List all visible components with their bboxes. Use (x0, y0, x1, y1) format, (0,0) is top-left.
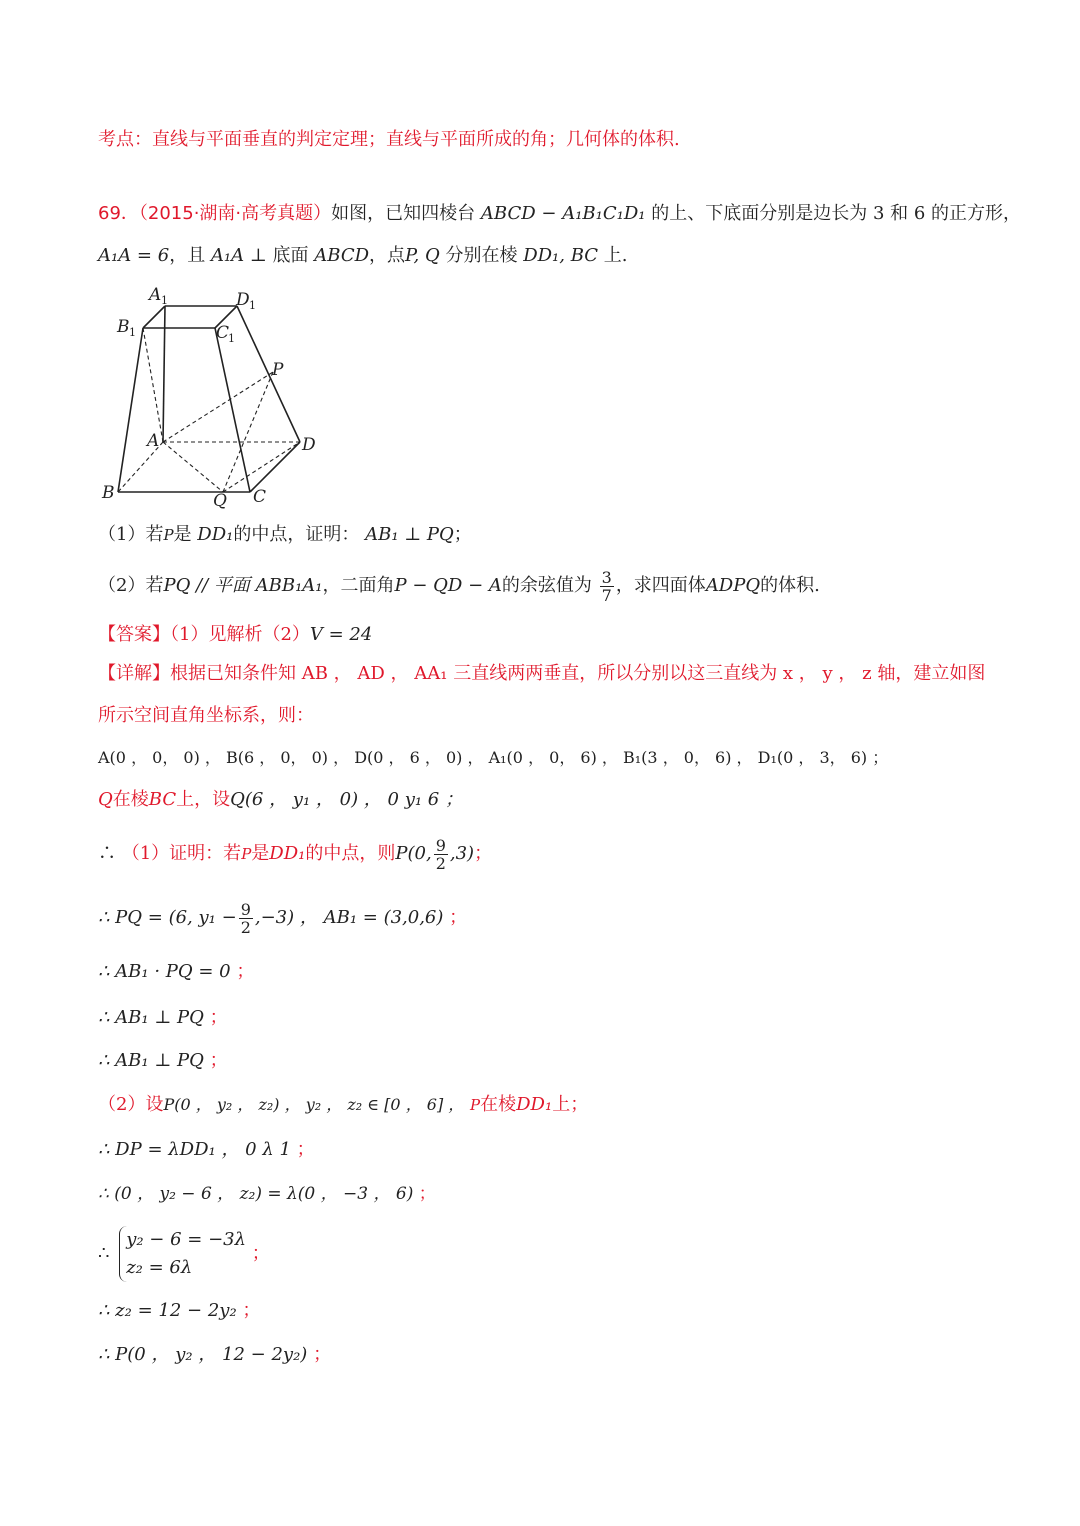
problem-number: 69． (98, 203, 139, 224)
s3-b: ； (296, 1139, 315, 1160)
s5-a: ∴ (98, 1243, 110, 1264)
label-P: P (272, 360, 284, 380)
s3-a: ∴ DP = λDD₁ ， 0 λ 1 (98, 1139, 291, 1160)
system-line (98, 1224, 270, 1284)
label-D1: D (236, 290, 250, 310)
problem-intro-b: 的上、下底面分别是边长为 3 和 6 的正方形， (651, 203, 1022, 224)
q1-f: AB₁ ⊥ PQ (365, 524, 454, 545)
q2-a: （2）若 (98, 575, 164, 596)
label-B1-sub: 1 (129, 326, 136, 339)
p3-b: ； (236, 961, 255, 982)
q-line-a: Q (98, 789, 113, 810)
part2-line (98, 1093, 588, 1117)
q2-e: P − QD − A (394, 575, 502, 596)
label-D: D (302, 435, 316, 455)
label-A1: A (149, 285, 162, 305)
p1-f: 的中点，则 (305, 843, 396, 864)
cond-h: 分别在棱 (445, 245, 518, 266)
p4-b: ； (209, 1007, 228, 1028)
p1-b: （1）证明：若 (121, 843, 242, 864)
answer-text-b: V = 24 (309, 624, 373, 645)
s7-a: ∴ P(0 ， y₂ ， 12 − 2y₂) (98, 1344, 308, 1365)
q-line-d: 上，设 (176, 789, 231, 810)
problem-intro-a: 如图，已知四棱台 (331, 203, 476, 224)
cos-fraction: $\frac{3}{7}$ (601, 567, 612, 605)
cond-c: A₁A ⊥ (210, 245, 267, 266)
s2-d: 在棱 (480, 1094, 517, 1115)
q2-g: ，求四面体 (615, 575, 706, 596)
question-1 (98, 523, 472, 547)
problem-line-2 (98, 244, 628, 268)
q1-g: ； (453, 524, 472, 545)
p2-c: ； (449, 907, 468, 928)
s2-c: P (470, 1096, 481, 1114)
proof-1 (98, 832, 492, 876)
proof-3 (98, 960, 254, 984)
proof-5 (98, 1049, 228, 1073)
q1-b: P (163, 526, 174, 544)
p5-b: ； (209, 1050, 228, 1071)
q1-c: 是 (173, 524, 192, 545)
q-line (98, 788, 463, 812)
label-D1-sub: 1 (249, 299, 256, 312)
s6-b: ； (242, 1300, 261, 1321)
p-coord-line (98, 1343, 331, 1367)
detail-line-1 (98, 662, 985, 686)
p1-g: P(0, (395, 843, 432, 864)
q-line-c: BC (148, 789, 177, 810)
cond-d: 底面 (272, 245, 309, 266)
kaodian-line: 考点：直线与平面垂直的判定定理；直线与平面所成的角；几何体的体积. (98, 129, 680, 150)
solid-name: ABCD − A₁B₁C₁D₁ (480, 203, 646, 224)
vector-line (98, 1182, 436, 1206)
p1-d: 是 (251, 843, 270, 864)
question-2 (98, 564, 820, 608)
answer-text-a: （1）见解析（2） (170, 624, 310, 645)
q1-a: （1）若 (98, 524, 164, 545)
proof-2 (98, 896, 467, 940)
p5-a: ∴ AB₁ ⊥ PQ (98, 1050, 204, 1071)
s4-a: ∴ (0 ， y₂ − 6 ， z₂) = λ(0 ， −3 ， 6) (98, 1184, 414, 1204)
s2-b: P(0 ， y₂ ， z₂) ， y₂ ， z₂ ∈ [0 ， 6] ， (163, 1095, 465, 1114)
z2-line (98, 1299, 260, 1323)
q-line-b: 在棱 (112, 789, 149, 810)
q2-f: 的余弦值为 (501, 575, 592, 596)
cond-i: DD₁, BC (523, 245, 599, 266)
cond-f: ，点 (369, 245, 406, 266)
p1-fraction: $\frac{9}{2}$ (435, 835, 446, 873)
label-Q: Q (213, 491, 227, 510)
label-C1-sub: 1 (228, 332, 235, 345)
s2-e: DD₁ (516, 1094, 553, 1115)
s4-b: ； (418, 1184, 436, 1204)
proof-4 (98, 1006, 228, 1030)
detail-tag: 【详解】 (98, 663, 170, 684)
q2-d: ，二面角 (322, 575, 395, 596)
p1-h: ,3) (449, 843, 475, 864)
dp-line (98, 1138, 315, 1162)
s7-b: ； (313, 1344, 332, 1365)
cond-a: A₁A = 6 (98, 245, 170, 266)
cond-e: ABCD (314, 245, 370, 266)
q1-e: 的中点，证明： (233, 524, 360, 545)
p2-a: ∴ PQ = (6, y₁ − (98, 907, 237, 928)
answer-line (98, 623, 372, 647)
label-C: C (253, 487, 267, 507)
s5-b: ； (251, 1243, 270, 1264)
equation-system: y₂ − 6 = −3λ z₂ = 6λ (119, 1226, 246, 1282)
q2-h: ADPQ (705, 575, 761, 596)
coords-line: A(0 ， 0， 0) ， B(6 ， 0， 0) ， D(0 ， 6 ， 0) ， A₁(0 ， 0， 6) ， B₁(3 ， 0， 6) ， D₁(0 ， 3， 6) ； (98, 748, 889, 767)
q2-b: PQ // 平面 (163, 575, 250, 596)
frustum-figure (95, 280, 335, 510)
solid-edges (118, 306, 300, 492)
detail-l1: 根据已知条件知 AB ， AD ， AA₁ 三直线两两垂直，所以分别以这三直线为 x ， y ， z 轴，建立如图 (170, 663, 986, 684)
cond-b: ，且 (169, 245, 206, 266)
q2-c: ABB₁A₁ (255, 575, 323, 596)
p1-i: ； (474, 843, 493, 864)
label-A: A (147, 431, 160, 451)
p2-fraction: $\frac{9}{2}$ (240, 899, 251, 937)
q2-i: 的体积. (760, 575, 820, 596)
q1-d: DD₁ (197, 524, 234, 545)
p3-a: ∴ AB₁ · PQ = 0 (98, 961, 231, 982)
p1-e: DD₁ (269, 843, 306, 864)
s2-f: 上； (552, 1094, 589, 1115)
p1-a: ∴ (98, 843, 116, 864)
p2-b: ,−3) ， AB₁ = (3,0,6) (254, 907, 444, 928)
s2-a: （2）设 (98, 1094, 164, 1115)
answer-tag: 【答案】 (98, 624, 170, 645)
q-line-e: Q(6 ， y₁ ， 0) ， 0 y₁ 6 ； (230, 789, 463, 810)
p4-a: ∴ AB₁ ⊥ PQ (98, 1007, 204, 1028)
detail-line-2: 所示空间直角坐标系，则： (98, 705, 314, 726)
cond-g: P, Q (405, 245, 440, 266)
cond-j: 上. (603, 245, 628, 266)
label-A1-sub: 1 (161, 294, 168, 307)
problem-line-1 (98, 202, 1021, 226)
label-B: B (102, 483, 115, 503)
hidden-edges (118, 328, 300, 492)
p1-c: P (241, 845, 252, 863)
label-B1: B (117, 317, 130, 337)
s6-a: ∴ z₂ = 12 − 2y₂ (98, 1300, 237, 1321)
problem-source: （2015·湖南·高考真题） (138, 203, 332, 224)
label-C1: C (216, 323, 230, 343)
